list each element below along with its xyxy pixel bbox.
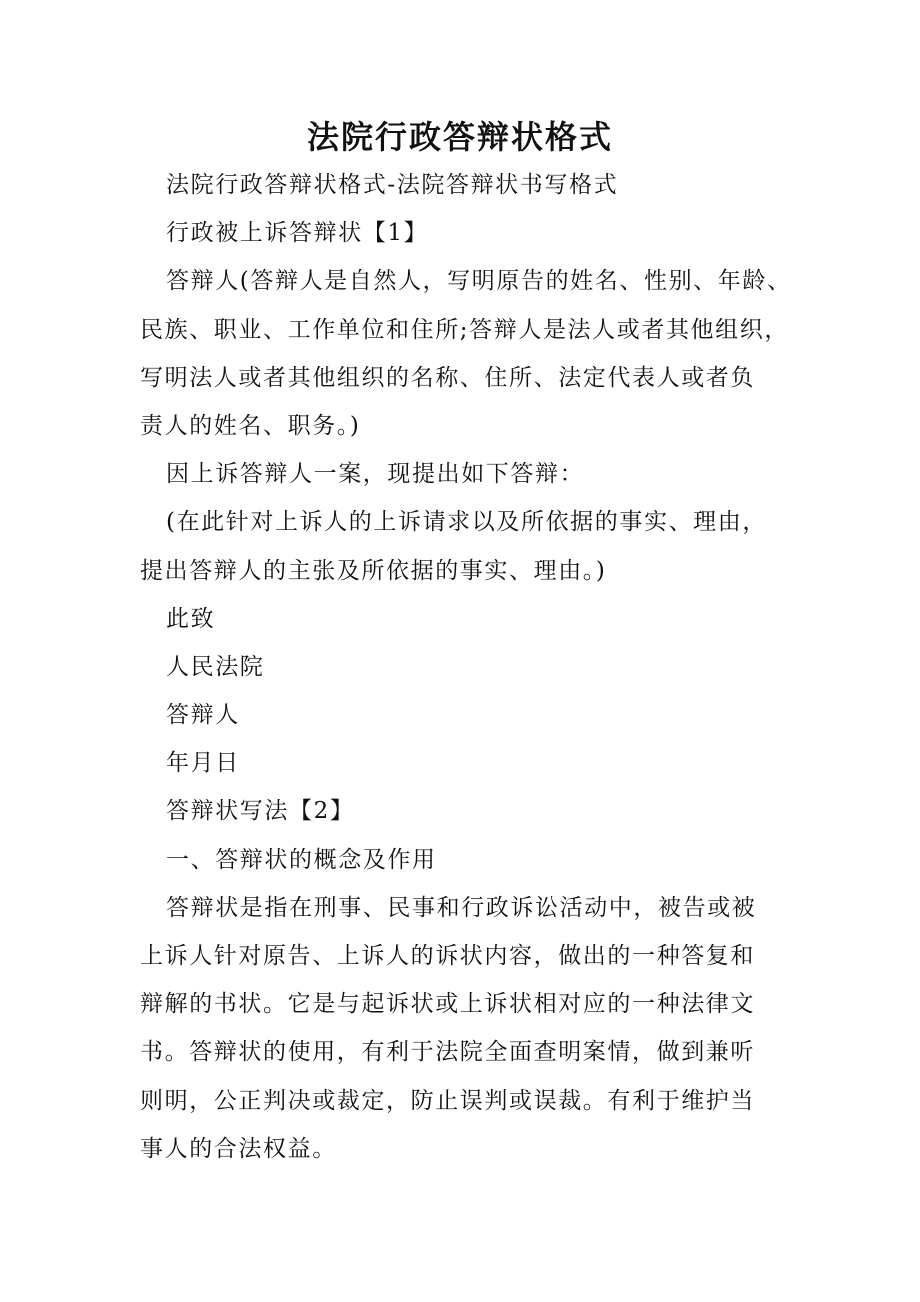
text-line: 责人的姓名、职务。): [140, 412, 361, 439]
text-line: 民族、职业、工作单位和住所;答辩人是法人或者其他组织，: [140, 316, 789, 343]
text-line: 答辩状是指在刑事、民事和行政诉讼活动中，被告或被: [166, 894, 757, 921]
text-line: 辩解的书状。它是与起诉状或上诉状相对应的一种法律文: [140, 991, 755, 1018]
text-line: 上诉人针对原告、上诉人的诉状内容，做出的一种答复和: [140, 943, 755, 969]
text-line: 则明，公正判决或裁定，防止误判或误裁。有利于维护当: [140, 1087, 755, 1114]
text-line: (在此针对上诉人的上诉请求以及所依据的事实、理由，: [166, 509, 767, 536]
section-heading: 行政被上诉答辩状【1】: [166, 220, 429, 247]
text-line: 年月日: [166, 750, 240, 777]
text-line: 书。答辩状的使用，有利于法院全面查明案情，做到兼听: [140, 1039, 755, 1066]
subtitle: 法院行政答辩状格式-法院答辩状书写格式: [166, 172, 619, 198]
text-line: 答辩人: [166, 702, 240, 729]
text-line: 人民法院: [166, 653, 265, 680]
text-line: 因上诉答辩人一案，现提出如下答辩：: [166, 461, 585, 488]
sub-heading: 一、答辩状的概念及作用: [166, 846, 437, 873]
text-line: 此致: [166, 605, 216, 632]
text-line: 写明法人或者其他组织的名称、住所、法定代表人或者负: [140, 364, 755, 391]
document-title: 法院行政答辩状格式: [306, 118, 613, 156]
text-line: 事人的合法权益。: [140, 1135, 337, 1162]
section-heading: 答辩状写法【2】: [166, 798, 355, 825]
text-line: 提出答辩人的主张及所依据的事实、理由。): [140, 557, 607, 584]
text-line: 答辩人(答辩人是自然人，写明原告的姓名、性别、年龄、: [166, 268, 792, 295]
document-body: [140, 161, 800, 1173]
